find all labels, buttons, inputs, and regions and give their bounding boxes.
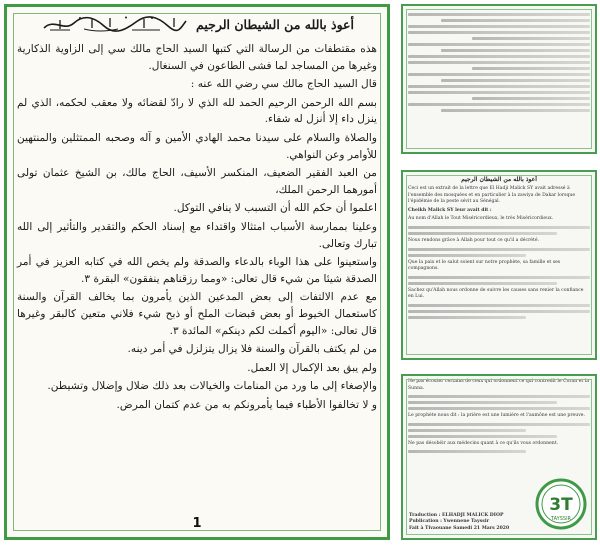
thumbnail-page-french-1 bbox=[401, 170, 597, 360]
page-number: 1 bbox=[192, 516, 202, 531]
thumbnail-line: Sachez qu'Allah nous ordonne de suivre les causes sans renier la confiance en Lui. bbox=[408, 287, 584, 300]
page-inner-border bbox=[13, 13, 381, 531]
tayssir-3t-logo-icon bbox=[535, 478, 587, 530]
thumbnail-quote: Cheikh Malick SY leur avait dit : bbox=[408, 207, 492, 213]
paragraph: قال السيد الحاج مالك سي رضي الله عنه : bbox=[190, 78, 377, 91]
translation-credits bbox=[409, 513, 509, 532]
thumbnail-page-french-2 bbox=[401, 374, 597, 540]
thumbnail-line: Au nom d'Allah le Tout Miséricordieux, le très Miséricordieux. bbox=[408, 216, 554, 222]
main-document-page bbox=[4, 4, 390, 540]
thumbnail-inner-border bbox=[406, 175, 592, 355]
paragraph: اعلموا أن حكم الله أن التسبب لا ينافي التوكل. bbox=[173, 202, 377, 215]
paragraph: والإصغاء إلى ما ورد من المنامات والخيالات بعد ذلك ضلال وإضلال وتشيطن. bbox=[47, 380, 377, 393]
paragraph: وعلينا بممارسة الأسباب امتثالا واقتداء مع إسناد الحكم والتقدير والتأثير إلى الله تبارك وتعالى. bbox=[17, 220, 377, 250]
thumbnail-line: Nous rendons grâce à Allah pour tout ce qu'il a décrété. bbox=[408, 237, 540, 243]
paragraph: من العبد الفقير الضعيف، المنكسر الأسيف، الحاج مالك، بن الشيخ عثمان تولى أمورهما الرحمن الملك، bbox=[17, 167, 377, 196]
thumbnail-line: Le prophète nous dit : la prière est une lumière et l'aumône est une preuve. bbox=[408, 413, 585, 419]
paragraph: مع عدم الالتفات إلى بعض المدعين الذين يأمرون بما يخالف القرآن والسنة كاستعمال الخيوط أو بعض قبضات الملح أو ذبح شيء فلاني متعين كالبقر وغيرها قال تعالى: «اليوم أكملت لكم دينكم» المائدة ٣. bbox=[17, 291, 377, 337]
thumbnail-inner-border bbox=[406, 9, 592, 149]
thumbnail-header: أعوذ بالله من الشيطان الرجيم bbox=[461, 176, 537, 183]
paragraph: والصلاة والسلام على سيدنا محمد الهادي الأمين و آله وصحبه الممتثلين والمنتهين للأوامر وعن النواهي. bbox=[17, 131, 377, 161]
paragraph: ولم يبق بعد الإكمال إلا العمل. bbox=[247, 361, 377, 374]
paragraph: و لا تخالفوا الأطباء فيما يأمرونكم به من عدم كتمان المرض. bbox=[116, 398, 377, 411]
thumbnail-line: Ne pas désobéir aux médecins quant à ce qu'ils vous ordonnent. bbox=[408, 440, 559, 446]
credit-line: Traduction : ELHADJI MALICK DIOP bbox=[409, 512, 504, 518]
thumbnail-page-arabic bbox=[401, 4, 597, 154]
header-text: أعوذ بالله من الشيطان الرجيم bbox=[196, 16, 354, 32]
thumbnail-line: Que la paix et le salut soient sur notre prophète, sa famille et ses compagnons. bbox=[408, 259, 561, 272]
credit-line: Publication : Ywennene Tayssir bbox=[409, 519, 490, 525]
thumbnail-line: Ne pas écouter certains de ceux qui ordonnent ce qui contredit le Coran et la Sunna. bbox=[408, 379, 589, 391]
paragraph: هذه مقتطفات من الرسالة التي كتبها السيد الحاج مالك سي إلى الزاوية الذكارية وغيرها من المساجد لما فشى الطاعون في السنغال. bbox=[17, 43, 377, 72]
thumbnail-intro: Ceci est un extrait de la lettre que El Hadji Malick SY avait adressé à l'ensemble des mosquées et en particulier à la zawiya de Dakar lorsque l'épidémie de la peste sévit au Sénégal. bbox=[408, 186, 576, 205]
logo-text: 3T bbox=[549, 495, 573, 515]
paragraph: واستعينوا على هذا الوباء بالدعاء والصدقة ولم يخص الله في كتابه العزيز في أمر الصدقة شيئا من شيء قال تعالى: «ومما رزقناهم ينفقون» البقرة ٣. bbox=[17, 256, 377, 285]
logo-subtext: TAYSSIR bbox=[550, 516, 572, 522]
paragraph: بسم الله الرحمن الرحيم الحمد لله الذي لا رادّ لقضائه ولا معقب لحكمه، الذي لم ينزل داء إلا أنزل له شفاء. bbox=[17, 96, 377, 126]
paragraph: من لم يكتف بالقرآن والسنة فلا يزال يتزلزل في أمر دينه. bbox=[127, 343, 377, 356]
credit-line: Fait à Tivaouane Samedi 21 Mars 2020 bbox=[409, 525, 510, 531]
